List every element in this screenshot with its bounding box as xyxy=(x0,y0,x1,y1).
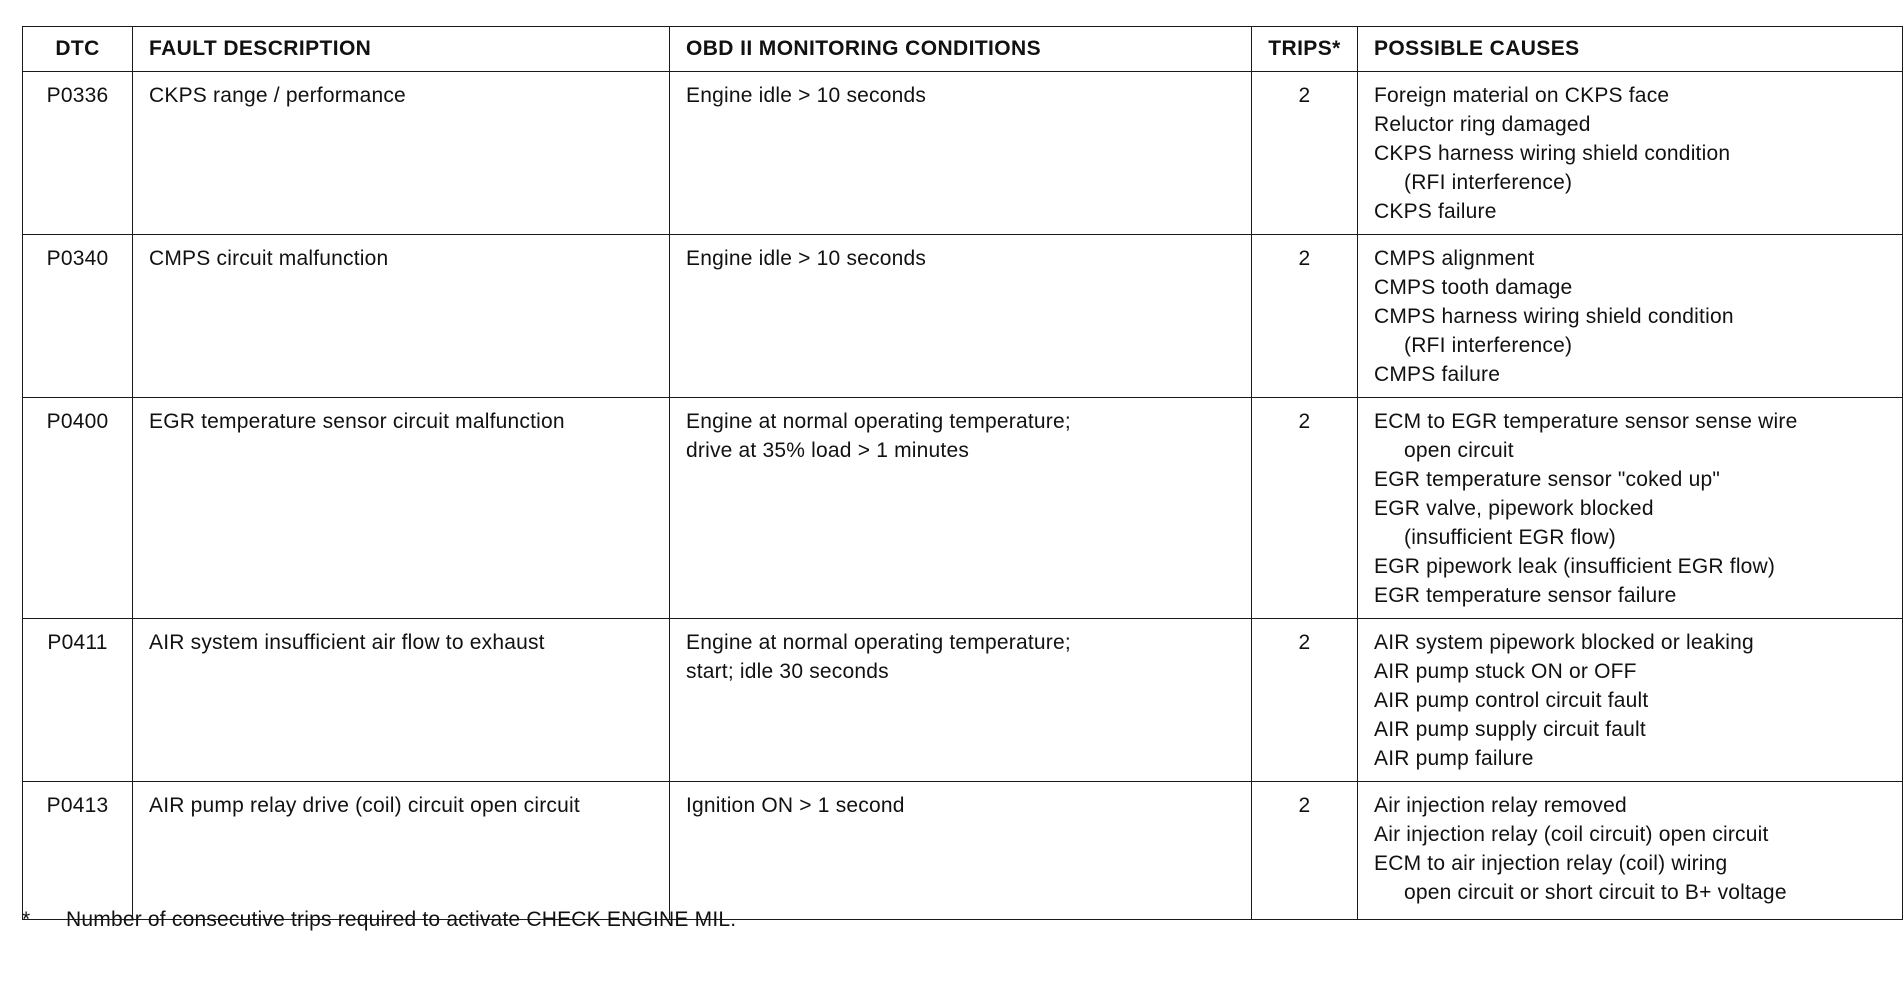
cause-line: CMPS harness wiring shield condition xyxy=(1374,305,1734,328)
fault-description: AIR pump relay drive (coil) circuit open circuit xyxy=(133,782,670,920)
cause-line: (insufficient EGR flow) xyxy=(1404,526,1616,549)
possible-causes xyxy=(1358,619,1903,782)
condition-line: Ignition ON > 1 second xyxy=(686,794,905,817)
cause-line: EGR pipework leak (insufficient EGR flow) xyxy=(1374,555,1776,578)
table-row xyxy=(23,619,1903,782)
fault-description: CMPS circuit malfunction xyxy=(133,235,670,398)
dtc-code: P0400 xyxy=(23,398,133,619)
table-row xyxy=(23,235,1903,398)
cause-line: Foreign material on CKPS face xyxy=(1374,84,1670,107)
cause-line: CMPS tooth damage xyxy=(1374,276,1573,299)
possible-causes xyxy=(1358,235,1903,398)
cause-line: Reluctor ring damaged xyxy=(1374,113,1591,136)
condition-line: Engine at normal operating temperature; xyxy=(686,410,1071,433)
cause-line: AIR pump failure xyxy=(1374,747,1534,770)
condition-line: Engine at normal operating temperature; xyxy=(686,631,1071,654)
footnote-text: Number of consecutive trips required to activate CHECK ENGINE MIL. xyxy=(66,908,737,931)
dtc-code: P0411 xyxy=(23,619,133,782)
trips-count: 2 xyxy=(1252,72,1358,235)
dtc-code: P0336 xyxy=(23,72,133,235)
cause-line: CKPS failure xyxy=(1374,200,1497,223)
cause-line: ECM to EGR temperature sensor sense wire xyxy=(1374,410,1798,433)
possible-causes xyxy=(1358,782,1903,920)
cause-line: EGR temperature sensor failure xyxy=(1374,584,1677,607)
condition-line: drive at 35% load > 1 minutes xyxy=(686,439,970,462)
cause-line: (RFI interference) xyxy=(1404,334,1573,357)
cause-line: AIR system pipework blocked or leaking xyxy=(1374,631,1754,654)
condition-line: Engine idle > 10 seconds xyxy=(686,247,927,270)
footnote xyxy=(22,908,736,932)
table-row xyxy=(23,782,1903,920)
header-possible-causes: POSSIBLE CAUSES xyxy=(1358,27,1903,72)
fault-description: AIR system insufficient air flow to exhaust xyxy=(133,619,670,782)
cause-line: open circuit or short circuit to B+ voltage xyxy=(1404,881,1787,904)
fault-description: EGR temperature sensor circuit malfunction xyxy=(133,398,670,619)
cause-line: CMPS alignment xyxy=(1374,247,1535,270)
trips-count: 2 xyxy=(1252,235,1358,398)
cause-line: Air injection relay removed xyxy=(1374,794,1627,817)
cause-line: EGR temperature sensor "coked up" xyxy=(1374,468,1721,491)
trips-count: 2 xyxy=(1252,398,1358,619)
dtc-code: P0340 xyxy=(23,235,133,398)
condition-line: Engine idle > 10 seconds xyxy=(686,84,927,107)
monitoring-conditions xyxy=(670,782,1252,920)
cause-line: AIR pump supply circuit fault xyxy=(1374,718,1646,741)
fault-description: CKPS range / performance xyxy=(133,72,670,235)
cause-line: open circuit xyxy=(1404,439,1514,462)
table-row xyxy=(23,398,1903,619)
cause-line: CKPS harness wiring shield condition xyxy=(1374,142,1731,165)
footnote-marker: * xyxy=(22,908,31,931)
table-header-row xyxy=(23,27,1903,72)
cause-line: (RFI interference) xyxy=(1404,171,1573,194)
possible-causes xyxy=(1358,398,1903,619)
dtc-code: P0413 xyxy=(23,782,133,920)
condition-line: start; idle 30 seconds xyxy=(686,660,889,683)
cause-line: CMPS failure xyxy=(1374,363,1501,386)
header-obd-conditions: OBD II MONITORING CONDITIONS xyxy=(670,27,1252,72)
table-row xyxy=(23,72,1903,235)
cause-line: AIR pump control circuit fault xyxy=(1374,689,1649,712)
dtc-table xyxy=(22,26,1903,920)
monitoring-conditions xyxy=(670,398,1252,619)
cause-line: AIR pump stuck ON or OFF xyxy=(1374,660,1637,683)
cause-line: Air injection relay (coil circuit) open circuit xyxy=(1374,823,1769,846)
header-dtc: DTC xyxy=(23,27,133,72)
monitoring-conditions xyxy=(670,619,1252,782)
trips-count: 2 xyxy=(1252,782,1358,920)
monitoring-conditions xyxy=(670,235,1252,398)
monitoring-conditions xyxy=(670,72,1252,235)
possible-causes xyxy=(1358,72,1903,235)
header-fault-description: FAULT DESCRIPTION xyxy=(133,27,670,72)
cause-line: ECM to air injection relay (coil) wiring xyxy=(1374,852,1728,875)
cause-line: EGR valve, pipework blocked xyxy=(1374,497,1654,520)
trips-count: 2 xyxy=(1252,619,1358,782)
header-trips: TRIPS* xyxy=(1252,27,1358,72)
